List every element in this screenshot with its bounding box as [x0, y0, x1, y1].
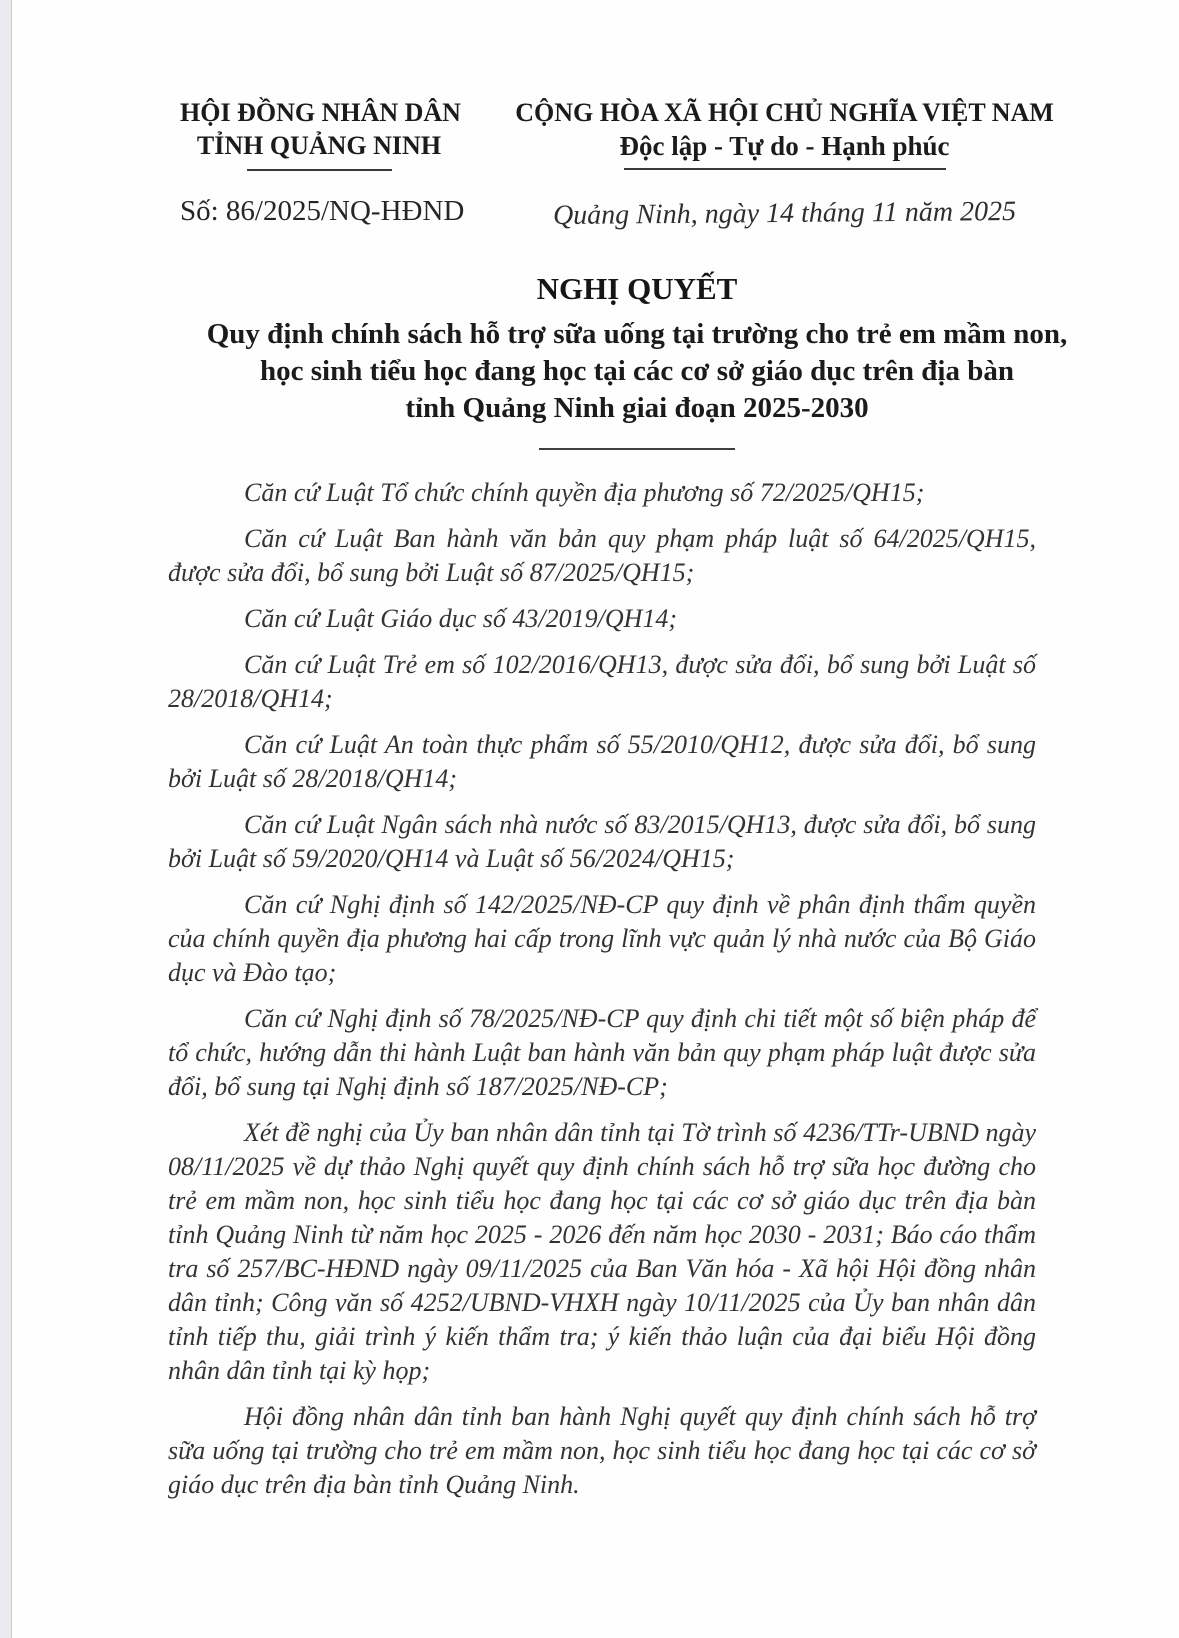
proposal-review-paragraph: Xét đề nghị của Ủy ban nhân dân tỉnh tại Tờ trình số 4236/TTr-UBND ngày 08/11/2025 về dự thảo Nghị quyết quy định chính sách hỗ trợ sữa học đường cho trẻ em mầm non, học sinh tiểu học đang học tại các cơ sở giáo dục trên địa bàn tỉnh Quảng Ninh từ năm học 2025 - 2026 đến năm học 2030 - 2031; Báo cáo thẩm tra số 257/BC-HĐND ngày 09/11/2025 của Ban Văn hóa - Xã hội Hội đồng nhân dân tỉnh; Công văn số 4252/UBND-VHXH ngày 10/11/2025 của Ủy ban nhân dân tỉnh tiếp thu, giải trình ý kiến thẩm tra; ý kiến thảo luận của đại biểu Hội đồng nhân dân tỉnh tại kỳ họp; [168, 1118, 1036, 1385]
title-block [197, 270, 1077, 450]
national-header-block [512, 96, 1057, 231]
document-page [12, 0, 1179, 1638]
national-motto: Độc lập - Tự do - Hạnh phúc [619, 131, 950, 161]
subtitle-line: học sinh tiểu học đang học tại các cơ sở giáo dục trên địa bàn [260, 355, 1014, 387]
legal-basis-paragraph: Căn cứ Luật Trẻ em số 102/2016/QH13, được sửa đổi, bổ sung bởi Luật số 28/2018/QH14; [168, 650, 1036, 713]
issuer-name-line2: TỈNH QUẢNG NINH [196, 131, 442, 160]
legal-basis-paragraph: Căn cứ Luật Tổ chức chính quyền địa phương số 72/2025/QH15; [244, 478, 925, 507]
viewer-edge-strip [0, 0, 12, 1638]
place-date-line: Quảng Ninh, ngày 14 tháng 11 năm 2025 [552, 195, 1017, 232]
issuer-underline [247, 169, 392, 171]
legal-basis-paragraph: Căn cứ Luật Giáo dục số 43/2019/QH14; [244, 604, 678, 633]
issuer-block [180, 96, 465, 228]
document-subtitle [197, 316, 1077, 427]
subtitle-line: tỉnh Quảng Ninh giai đoạn 2025-2030 [405, 392, 869, 424]
legal-basis-paragraph: Căn cứ Nghị định số 142/2025/NĐ-CP quy định về phân định thẩm quyền của chính quyền địa phương hai cấp trong lĩnh vực quản lý nhà nước của Bộ Giáo dục và Đào tạo; [168, 890, 1036, 987]
document-type-heading: NGHỊ QUYẾT [536, 271, 738, 306]
legal-basis-paragraph: Căn cứ Luật Ban hành văn bản quy phạm pháp luật số 64/2025/QH15, được sửa đổi, bổ sung bởi Luật số 87/2025/QH15; [168, 524, 1036, 587]
issuer-name-line1: HỘI ĐỒNG NHÂN DÂN [180, 98, 461, 127]
legal-basis-paragraph: Căn cứ Luật Ngân sách nhà nước số 83/2015/QH13, được sửa đổi, bổ sung bởi Luật số 59/2020/QH14 và Luật số 56/2024/QH15; [168, 810, 1036, 873]
legal-basis-paragraph: Căn cứ Nghị định số 78/2025/NĐ-CP quy định chi tiết một số biện pháp để tổ chức, hướng dẫn thi hành Luật ban hành văn bản quy phạm pháp luật được sửa đổi, bổ sung tại Nghị định số 187/2025/NĐ-CP; [168, 1004, 1036, 1101]
motto-underline [624, 168, 946, 170]
subtitle-line: Quy định chính sách hỗ trợ sữa uống tại trường cho trẻ em mầm non, [206, 318, 1068, 350]
enactment-paragraph: Hội đồng nhân dân tỉnh ban hành Nghị quyết quy định chính sách hỗ trợ sữa uống tại trường cho trẻ em mầm non, học sinh tiểu học đang học tại các cơ sở giáo dục trên địa bàn tỉnh Quảng Ninh. [168, 1402, 1036, 1499]
legal-basis-paragraph: Căn cứ Luật An toàn thực phẩm số 55/2010/QH12, được sửa đổi, bổ sung bởi Luật số 28/2018/QH14; [168, 730, 1036, 793]
document-body [168, 476, 1036, 1514]
document-number: Số: 86/2025/NQ-HĐND [180, 195, 465, 227]
title-separator-line [539, 448, 735, 450]
national-title: CỘNG HÒA XÃ HỘI CHỦ NGHĨA VIỆT NAM [515, 98, 1054, 127]
